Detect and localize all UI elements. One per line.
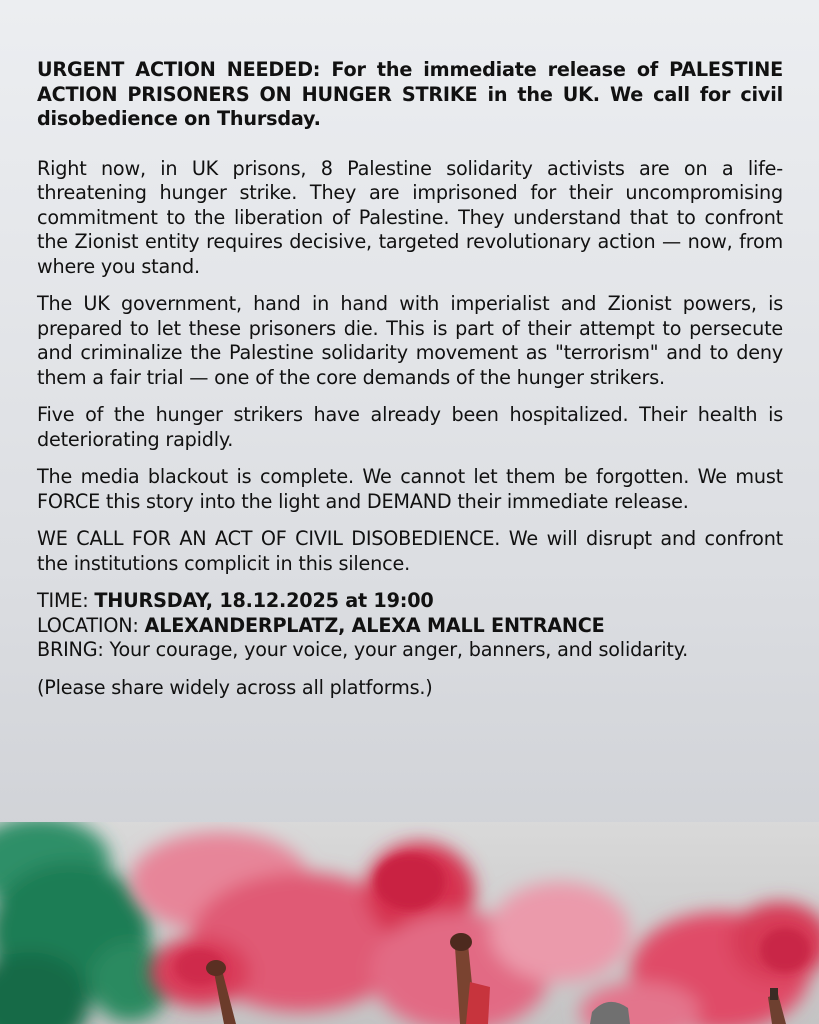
headline: URGENT ACTION NEEDED: For the immediate release of PALESTINE ACTION PRISONERS ON HUNGER STRIKE in the UK. We call for civil disobedience on Thursday. xyxy=(37,58,783,130)
time-value: THURSDAY, 18.12.2025 at 19:00 xyxy=(94,589,434,612)
location-value: ALEXANDERPLATZ, ALEXA MALL ENTRANCE xyxy=(144,613,605,637)
announcement-text xyxy=(37,58,783,700)
paragraph-government: The UK government, hand in hand with imperialist and Zionist powers, is prepared to let these prisoners die. This is part of their attempt to persecute and criminalize the Palestine solidarity movement as "terrorism" and to deny them a fair trial — one of the core demands of the hunger strikers. xyxy=(37,292,783,389)
time-label: TIME: xyxy=(37,589,95,612)
paragraph-hospitalized: Five of the hunger strikers have already been hospitalized. Their health is deteriorating rapidly. xyxy=(37,403,783,451)
share-note: (Please share widely across all platforms.) xyxy=(37,675,433,699)
smoke-illustration xyxy=(0,822,819,1024)
event-time xyxy=(37,589,783,614)
event-details xyxy=(37,589,783,663)
paragraph-call-to-action: WE CALL FOR AN ACT OF CIVIL DISOBEDIENCE. We will disrupt and confront the institutions complicit in this silence. xyxy=(37,527,783,575)
paragraph-hunger-strike: Right now, in UK prisons, 8 Palestine solidarity activists are on a life-threatening hunger strike. They are imprisoned for their uncompromising commitment to the liberation of Palestine. They understand that to confront the Zionist entity requires decisive, targeted revolutionary action — now, from where you stand. xyxy=(37,156,783,278)
protest-smoke-photo xyxy=(0,822,819,1024)
event-bring: BRING: Your courage, your voice, your anger, banners, and solidarity. xyxy=(37,638,689,661)
location-label: LOCATION: xyxy=(37,613,145,637)
event-location xyxy=(37,614,783,639)
paragraph-media-blackout: The media blackout is complete. We cannot let them be forgotten. We must FORCE this story into the light and DEMAND their immediate release. xyxy=(37,465,783,513)
